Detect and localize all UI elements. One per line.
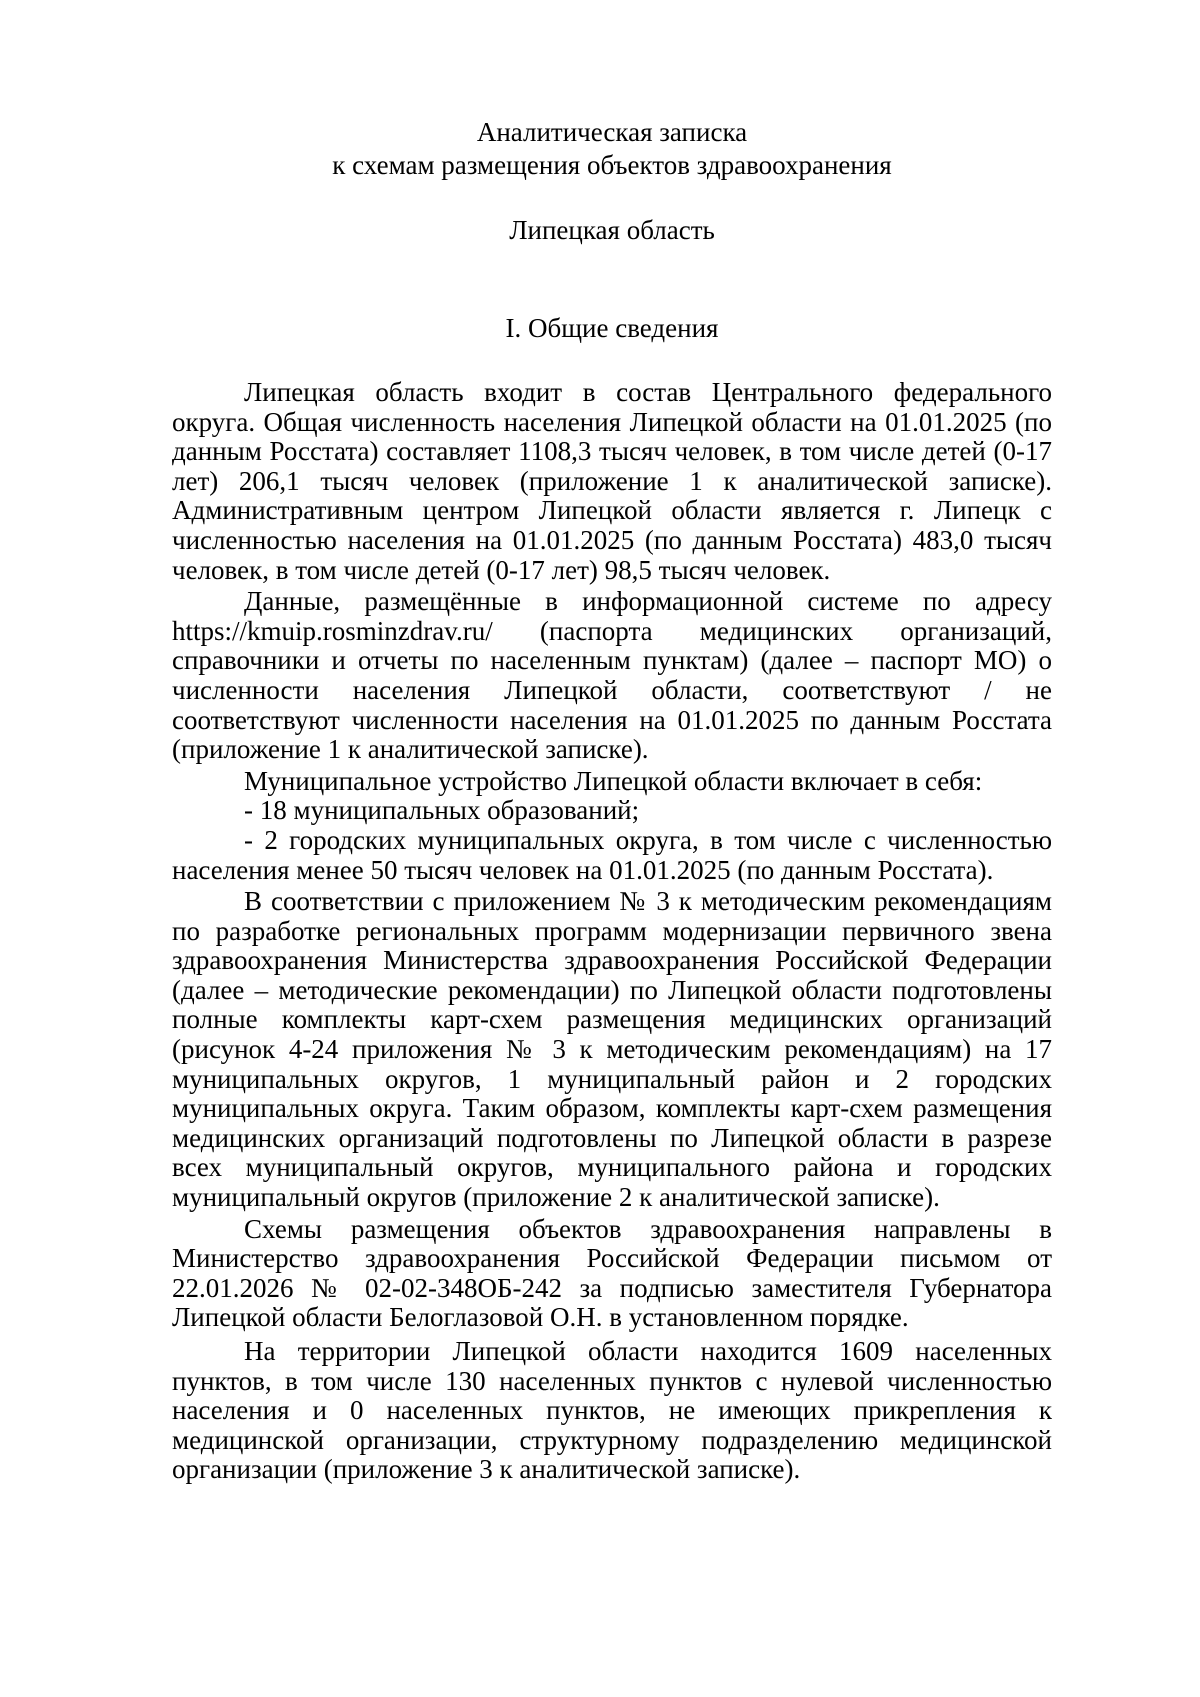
paragraph-population: Липецкая область входит в состав Центрального федерального округа. Общая численность населения Липецкой области на 01.01.2025 (по данным Росстата) составляет 1108,3 тысяч человек, в том числе детей (0-17 лет) 206,1 тысяч человек (приложение 1 к аналитической записке). Административным центром Липецкой области является г. Липецк с численностью населения на 01.01.2025 (по данным Росстата) 483,0 тысяч человек, в том числе детей (0-17 лет) 98,5 тысяч человек. xyxy=(172,377,1052,585)
document-title: Аналитическая записка xyxy=(476,117,748,147)
list-item-municipal-formations: - 18 муниципальных образований; xyxy=(244,795,640,826)
paragraph-passport-data: Данные, размещённые в информационной системе по адресу https://kmuip.rosminzdrav.ru/ (паспорта медицинских организаций, справочники и отчеты по населенным пунктам) (далее – паспорт МО) о численности населения Липецкой области, соответствуют / не соответствуют численности населения на 01.01.2025 по данным Росстата (приложение 1 к аналитической записке). xyxy=(172,586,1052,765)
section-heading: I. Общие сведения xyxy=(505,313,719,343)
document-subtitle: к схемам размещения объектов здравоохранения xyxy=(332,150,892,180)
region-name: Липецкая область xyxy=(509,215,715,245)
list-item-city-districts: - 2 городских муниципальных округа, в том числе с численностью населения менее 50 тысяч человек на 01.01.2025 (по данным Росстата). xyxy=(172,824,1052,885)
paragraph-settlements: На территории Липецкой области находится 1609 населенных пунктов, в том числе 130 населенных пунктов с нулевой численностью населения и 0 населенных пунктов, не имеющих прикрепления к медицинской организации, структурному подразделению медицинской организации (приложение 3 к аналитической записке). xyxy=(172,1336,1052,1485)
paragraph-map-schemes: В соответствии с приложением № 3 к методическим рекомендациям по разработке региональных программ модернизации первичного звена здравоохранения Министерства здравоохранения Российской Федерации (далее – методические рекомендации) по Липецкой области подготовлены полные комплекты карт-схем размещения медицинских организаций (рисунок 4-24 приложения № 3 к методическим рекомендациям) на 17 муниципальных округов, 1 муниципальный район и 2 городских муниципальных округа. Таким образом, комплекты карт-схем размещения медицинских организаций подготовлены по Липецкой области в разрезе всех муниципальный округов, муниципального района и городских муниципальный округов (приложение 2 к аналитической записке). xyxy=(172,886,1052,1213)
paragraph-schemes-sent: Схемы размещения объектов здравоохранения направлены в Министерство здравоохранения Российской Федерации письмом от 22.01.2026 № 02-02-348ОБ-242 за подписью заместителя Губернатора Липецкой области Белоглазовой О.Н. в установленном порядке. xyxy=(172,1213,1052,1333)
paragraph-municipal-structure: Муниципальное устройство Липецкой области включает в себя: xyxy=(244,765,983,796)
document-body xyxy=(172,378,1052,1485)
